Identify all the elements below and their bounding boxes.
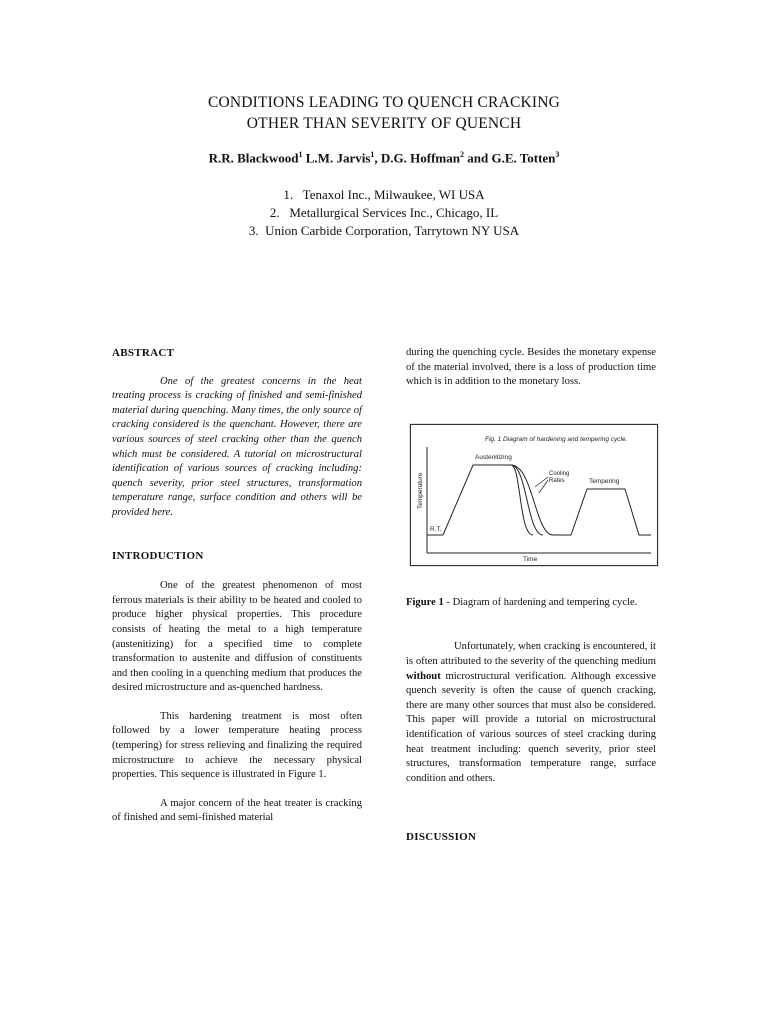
author-affil-mark: 1 <box>370 150 375 159</box>
continuation-paragraph: during the quenching cycle. Besides the monetary expense of the material involved, there is a loss of production time which is in addition to the monetary loss. <box>406 347 656 388</box>
cooling-curve-fast <box>511 465 533 535</box>
title-line-2: OTHER THAN SEVERITY OF QUENCH <box>246 115 522 132</box>
author-name: L.M. Jarvis <box>305 150 371 166</box>
author-name: D.G. Hoffman <box>380 150 460 166</box>
left-column <box>112 340 362 826</box>
introduction-heading: INTRODUCTION <box>112 549 204 562</box>
author-name: G.E. Totten <box>491 150 556 166</box>
right-column <box>406 340 656 845</box>
figure-caption <box>406 596 656 611</box>
cooling-rates-pointer <box>535 477 548 487</box>
author-affil-mark: 1 <box>298 150 303 159</box>
heating-ramp-line <box>443 465 511 535</box>
hardening-tempering-diagram <box>411 425 657 565</box>
title-line-1: CONDITIONS LEADING TO QUENCH CRACKING <box>207 94 561 111</box>
austenitizing-label: Austenitizing <box>475 453 512 461</box>
author-affil-mark: 2 <box>460 150 464 159</box>
tempering-cycle-line <box>553 489 651 535</box>
paper-title <box>0 92 768 134</box>
figure-caption-label: Figure 1 <box>406 596 444 608</box>
emphasis-without: without <box>406 670 441 682</box>
x-axis-label: Time <box>523 555 538 563</box>
cooling-curve-medium <box>511 465 543 535</box>
tempering-label: Tempering <box>589 477 620 485</box>
author-list: R.R. Blackwood$^1$ L.M. Jarvis$^1$, D.G. Hoffman$^2$ and G.E. Totten$^3$ <box>208 150 560 166</box>
right-paragraph-text: Unfortunately, when cracking is encountered, it is often attributed to the severity of the quenching medium <box>406 641 656 667</box>
abstract-text: One of the greatest concerns in the heat treating process is cracking of finished and semi-finished material during quenching. Many times, the only source of cracking considered is the quenchant. However, there are various sources of steel cracking other than the quench which must be considered. A tutorial on microstructural identification of various sources of cracking including: quench severity, prior steel structures, transformation temperature range, surface condition and others will be provided here. <box>112 375 362 518</box>
right-paragraph-text: microstructural verification. Although excessive quench severity is often the cause of quench cracking, there are many other sources that must also be considered. This paper will provide a tutorial on microstructural identification of various sources of steel cracking during heat treatment including: quench severity, prior steel structures, transformation temperature range, surface condition and others. <box>406 670 656 784</box>
cooling-rates-label-line: Cooling <box>549 470 570 477</box>
figure-1 <box>410 424 658 566</box>
affiliation-line: 2. Metallurgical Services Inc., Chicago, IL <box>269 205 499 220</box>
discussion-heading: DISCUSSION <box>406 831 477 844</box>
intro-paragraph-2: This hardening treatment is most often followed by a lower temperature heating process (tempering) for stress relieving and finalizing the required microstructure to achieve the necessary physical properties. This sequence is illustrated in Figure 1. <box>112 710 362 781</box>
intro-paragraph-1: One of the greatest phenomenon of most ferrous materials is their ability to be heated and cooled to produce higher physical properties. This procedure consists of heating the metal to a high temperature (austenitizing) for a specified time to complete transformation to austenite and diffusion of constituents and then cooling in a quenching medium that produces the desired microstructure and as-quenched hardness. <box>112 580 362 694</box>
affiliations <box>0 186 768 240</box>
intro-paragraph-3: A major concern of the heat treater is cracking of finished and semi-finished material <box>112 797 362 824</box>
cooling-rates-label <box>549 471 571 484</box>
figure-inner-title: Fig. 1 Diagram of hardening and tempering cycle. <box>485 435 628 443</box>
affiliation-line: 1. Tenaxol Inc., Milwaukee, WI USA <box>283 187 485 202</box>
author-name: R.R. Blackwood <box>208 150 299 166</box>
author-affil-mark: 3 <box>555 150 560 159</box>
abstract-heading: ABSTRACT <box>112 347 175 359</box>
cooling-rates-label-line: Rates <box>549 477 565 484</box>
affiliation-line: 3. Union Carbide Corporation, Tarrytown NY USA <box>248 223 520 238</box>
right-paragraph <box>406 640 656 786</box>
cooling-rates-pointer <box>539 480 548 493</box>
figure-caption-text: - Diagram of hardening and tempering cycle. <box>443 596 638 608</box>
rt-label: R.T. <box>430 525 442 533</box>
y-axis-label: Temperature <box>417 472 424 509</box>
cooling-curve-slow <box>511 465 553 535</box>
